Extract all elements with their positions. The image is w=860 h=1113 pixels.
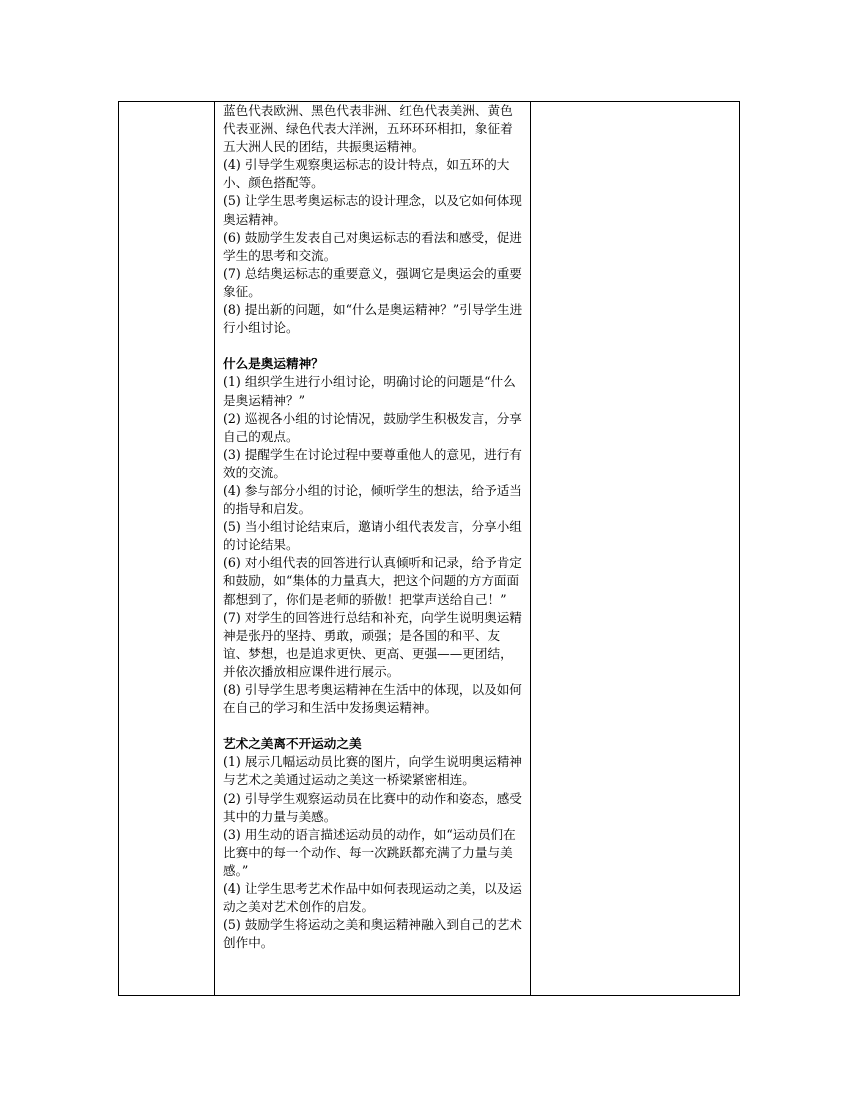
list-item: (7) 总结奥运标志的重要意义，强调它是奥运会的重要象征。 (223, 265, 522, 299)
list-item: (8) 引导学生思考奥运精神在生活中的体现，以及如何在自己的学习和生活中发扬奥运精神。 (223, 682, 522, 716)
list-item: (3) 用生动的语言描述运动员的动作，如“运动员们在比赛中的每一个动作、每一次跳跃都充满了力量与美感。” (223, 826, 516, 878)
table-cell-left (119, 102, 215, 996)
list-item: (5) 当小组讨论结束后，邀请小组代表发言，分享小组的讨论结果。 (223, 519, 522, 553)
table-row (119, 102, 740, 996)
list-item: (6) 对小组代表的回答进行认真倾听和记录，给予肯定和鼓励，如“集体的力量真大，把这个问题的方方面面都想到了，你们是老师的骄傲！把掌声送给自己！” (223, 555, 522, 607)
list-item: (1) 展示几幅运动员比赛的图片，向学生说明奥运精神与艺术之美通过运动之美这一桥梁紧密相连。 (223, 754, 522, 788)
table-cell-right (531, 102, 740, 996)
list-item: (6) 鼓励学生发表自己对奥运标志的看法和感受，促进学生的思考和交流。 (223, 229, 522, 263)
lesson-plan-table (118, 101, 740, 996)
intro-paragraph: 蓝色代表欧洲、黑色代表非洲、红色代表美洲、黄色代表亚洲、绿色代表大洋洲，五环环环相扣，象征着五大洲人民的团结，共振奥运精神。 (223, 103, 513, 155)
list-item: (4) 让学生思考艺术作品中如何表现运动之美，以及运动之美对艺术创作的启发。 (223, 881, 522, 915)
section-heading: 艺术之美离不开运动之美 (223, 736, 362, 752)
list-item: (2) 巡视各小组的讨论情况，鼓励学生积极发言，分享自己的观点。 (223, 410, 522, 444)
list-item: (4) 引导学生观察奥运标志的设计特点，如五环的大小、颜色搭配等。 (223, 157, 510, 191)
list-item: (8) 提出新的问题，如“什么是奥运精神？”引导学生进行小组讨论。 (223, 302, 523, 336)
list-item: (3) 提醒学生在讨论过程中要尊重他人的意见，进行有效的交流。 (223, 446, 522, 480)
list-item: (5) 让学生思考奥运标志的设计理念，以及它如何体现奥运精神。 (223, 193, 522, 227)
table-cell-content (215, 102, 531, 996)
list-item: (7) 对学生的回答进行总结和补充，向学生说明奥运精神是张丹的坚持、勇敢，顽强；是各国的和平、友谊、梦想，也是追求更快、更高、更强——更团结，并依次播放相应课件进行展示。 (223, 609, 522, 679)
list-item: (4) 参与部分小组的讨论，倾听学生的想法，给予适当的指导和启发。 (223, 482, 522, 517)
list-item: (5) 鼓励学生将运动之美和奥运精神融入到自己的艺术创作中。 (223, 917, 522, 951)
section-heading: 什么是奥运精神？ (223, 356, 324, 372)
lesson-content (215, 102, 523, 952)
list-item: (2) 引导学生观察运动员在比赛中的动作和姿态，感受其中的力量与美感。 (223, 790, 522, 824)
list-item: (1) 组织学生进行小组讨论，明确讨论的问题是“什么是奥运精神？” (223, 374, 516, 408)
